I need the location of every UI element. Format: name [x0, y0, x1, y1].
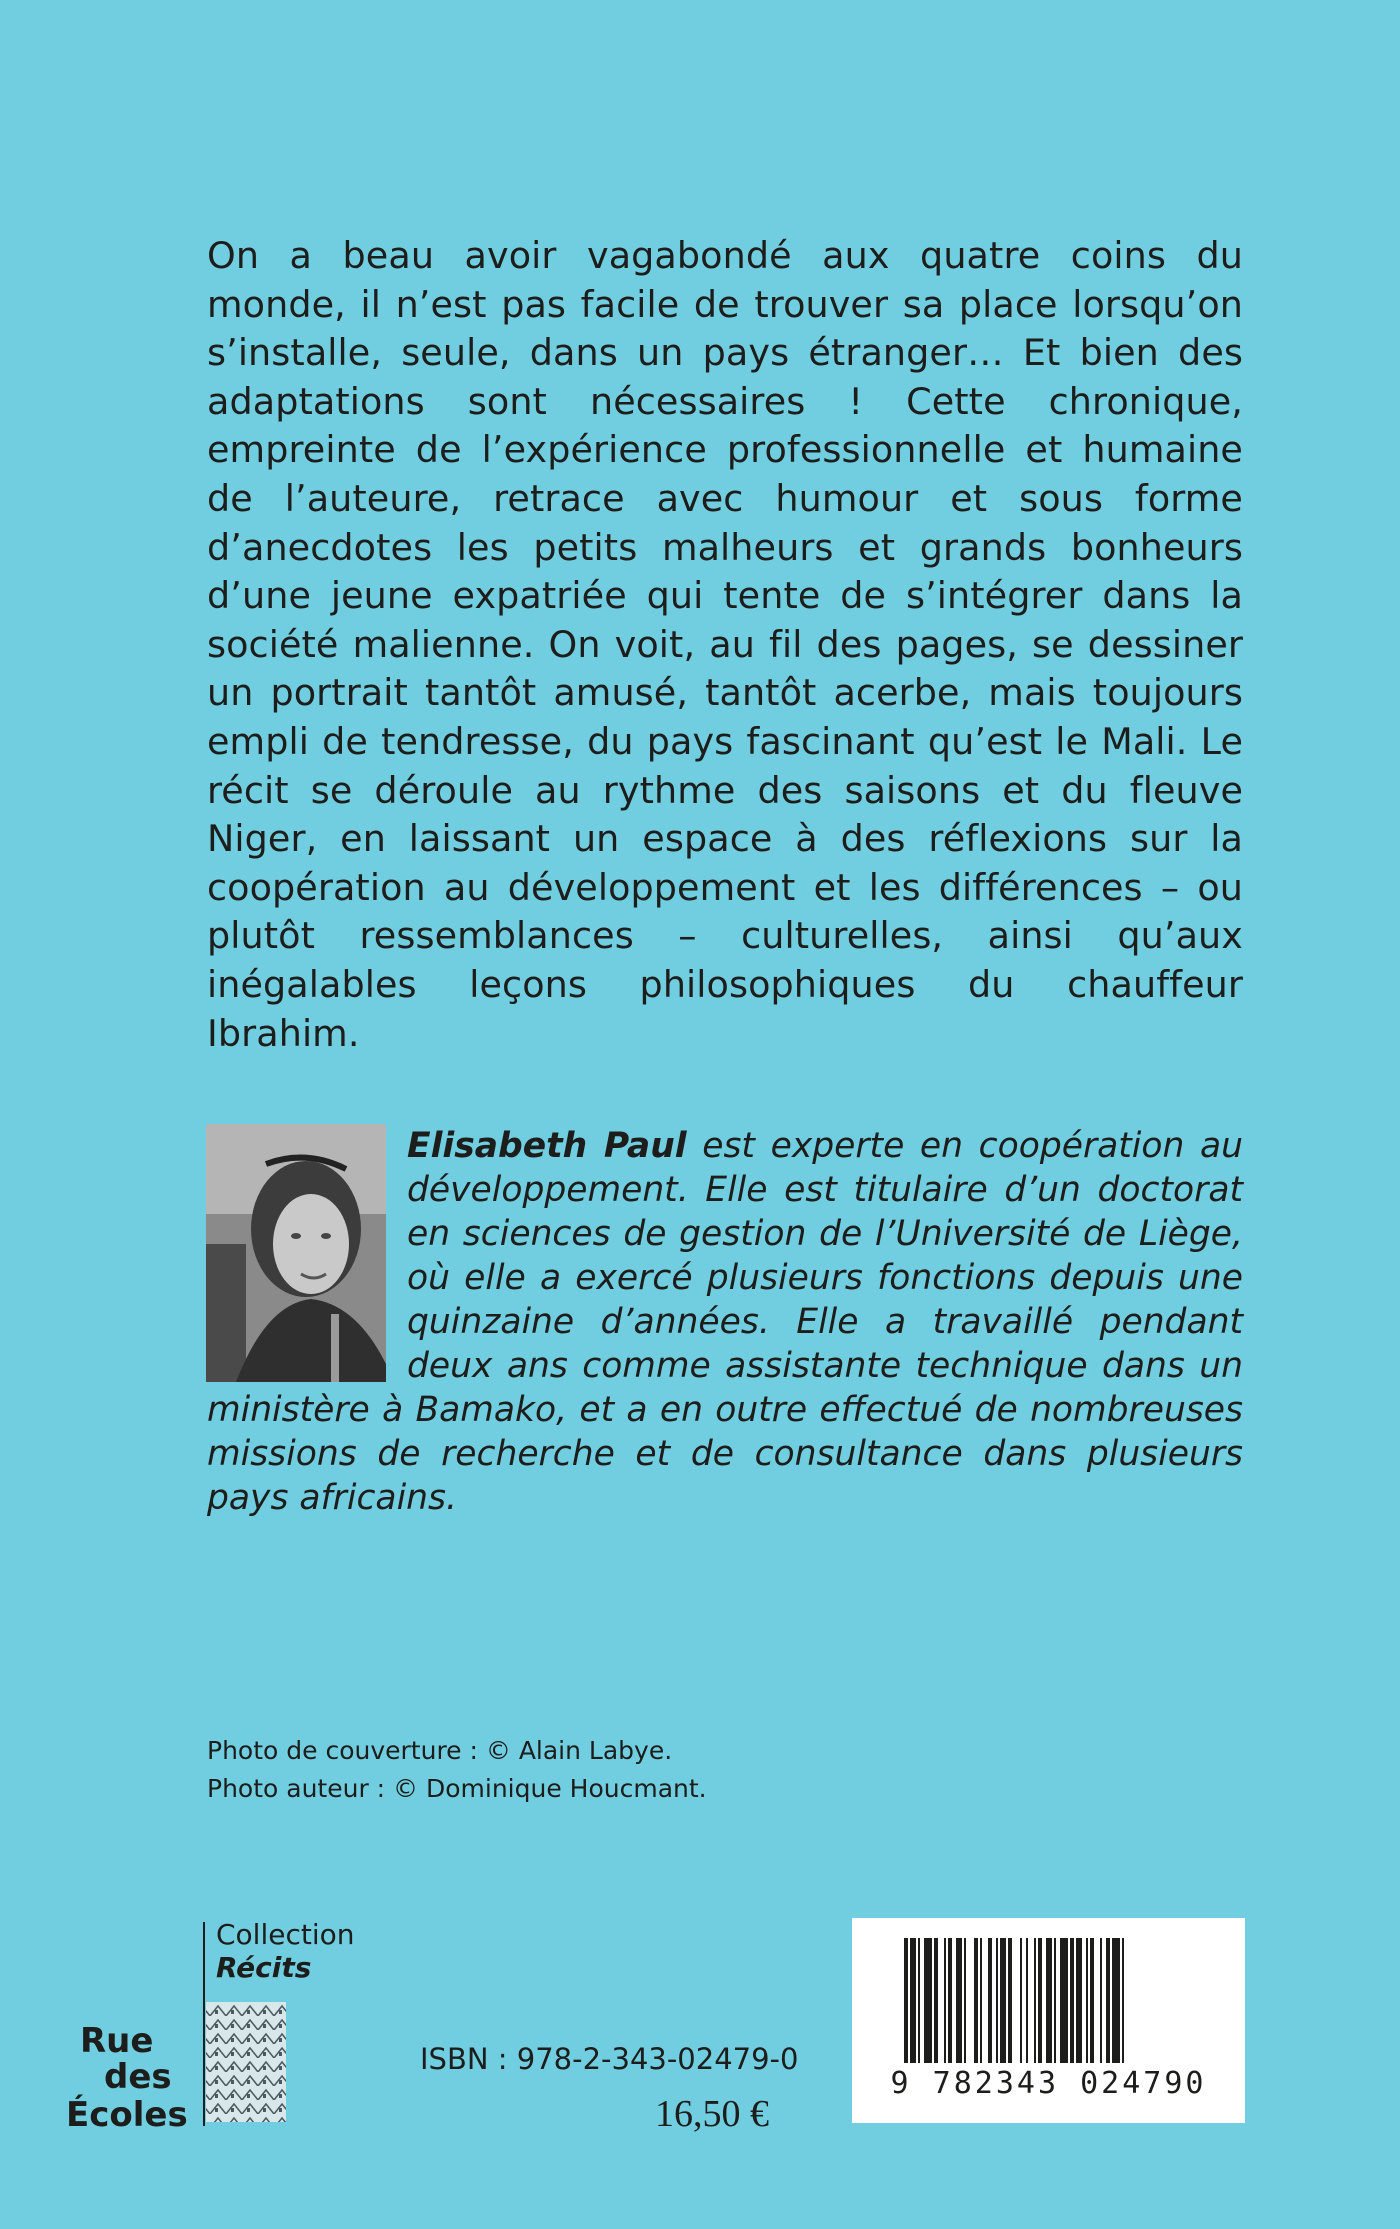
- barcode-bar: [910, 1938, 916, 2063]
- author-bio-text: est experte en coopération au développement. Elle est titulaire d’un doctorat en sciences de gestion de l’Université de Liège, où elle a exercé plusieurs fonctions depuis une quinzaine d’années. Elle a travaillé pendant deux ans comme assistante technique dans un ministère à Bamako, et a en outre effectué de nombreuses missions de recherche et de consultance dans plusieurs pays africains.: [207, 1126, 1243, 1518]
- cover-photo-credit: Photo de couverture : © Alain Labye.: [207, 1736, 673, 1765]
- barcode-bar: [1034, 1938, 1036, 2063]
- photo-spacer: [207, 1124, 407, 1386]
- barcode-bar: [1070, 1938, 1074, 2063]
- barcode-bar: [1122, 1938, 1124, 2063]
- barcode-bar: [964, 1938, 966, 2063]
- barcode-bar: [934, 1938, 938, 2063]
- barcode-bar: [1090, 1938, 1094, 2063]
- publisher-logo: [66, 2002, 326, 2132]
- barcode-bar: [944, 1938, 946, 2063]
- barcode-bar: [1026, 1938, 1028, 2063]
- logo-line-1: Rue: [80, 2021, 154, 2061]
- isbn-number: ISBN : 978-2-343-02479-0: [420, 2042, 799, 2076]
- barcode-bar: [956, 1938, 962, 2063]
- logo-line-2: des: [104, 2057, 172, 2097]
- barcode: [852, 1918, 1245, 2123]
- barcode-bar: [996, 1938, 998, 2063]
- collection-name: Récits: [216, 1951, 312, 1984]
- barcode-digits: 9 782343 024790: [890, 2066, 1207, 2101]
- barcode-bar: [1046, 1938, 1052, 2063]
- author-name: Elisabeth Paul: [407, 1126, 687, 1166]
- barcode-bar: [948, 1938, 952, 2063]
- logo-line-3: Écoles: [66, 2095, 188, 2132]
- barcode-bar: [1112, 1938, 1120, 2063]
- rooftops-illustration: [206, 2002, 286, 2122]
- collection-label: [216, 1918, 355, 1984]
- barcode-bar: [974, 1938, 978, 2063]
- barcode-bar: [1086, 1938, 1088, 2063]
- back-cover-blurb: On a beau avoir vagabondé aux quatre coins du monde, il n’est pas facile de trouver sa place lorsqu’on s’installe, seule, dans un pays étranger… Et bien des adaptations sont nécessaires ! Cette chronique, empreinte de l’expérience professionnelle et humaine de l’auteure, retrace avec humour et sous forme d’anecdotes les petits malheurs et grands bonheurs d’une jeune expatriée qui tente de s’intégrer dans la société malienne. On voit, au fil des pages, se dessiner un portrait tantôt amusé, tantôt acerbe, mais toujours empli de tendresse, du pays fascinant qu’est le Mali. Le récit se déroule au rythme des saisons et du fleuve Niger, en laissant un espace à des réflexions sur la coopération au développement et les différences – ou plutôt ressemblances – culturelles, ainsi qu’aux inégalables leçons philosophiques du chauffeur Ibrahim.: [207, 234, 1243, 1055]
- collection-title: Collection: [216, 1918, 355, 1951]
- barcode-bar: [980, 1938, 982, 2063]
- barcode-bar: [1076, 1938, 1082, 2063]
- barcode-bar: [988, 1938, 992, 2063]
- barcode-bar: [1060, 1938, 1068, 2063]
- barcode-bar: [1000, 1938, 1006, 2063]
- barcode-bar: [1106, 1938, 1110, 2063]
- photo-credits: [207, 1732, 707, 1808]
- barcode-bar: [1008, 1938, 1012, 2063]
- barcode-bar: [1100, 1938, 1102, 2063]
- barcode-bar: [924, 1938, 932, 2063]
- price: 16,50 €: [655, 2093, 769, 2135]
- barcode-bar: [1038, 1938, 1042, 2063]
- barcode-bar: [1020, 1938, 1022, 2063]
- barcode-bar: [904, 1938, 908, 2063]
- barcode-bar: [1054, 1938, 1056, 2063]
- author-biography: [207, 1124, 1243, 1520]
- author-photo-credit: Photo auteur : © Dominique Houcmant.: [207, 1774, 707, 1803]
- barcode-bar: [918, 1938, 920, 2063]
